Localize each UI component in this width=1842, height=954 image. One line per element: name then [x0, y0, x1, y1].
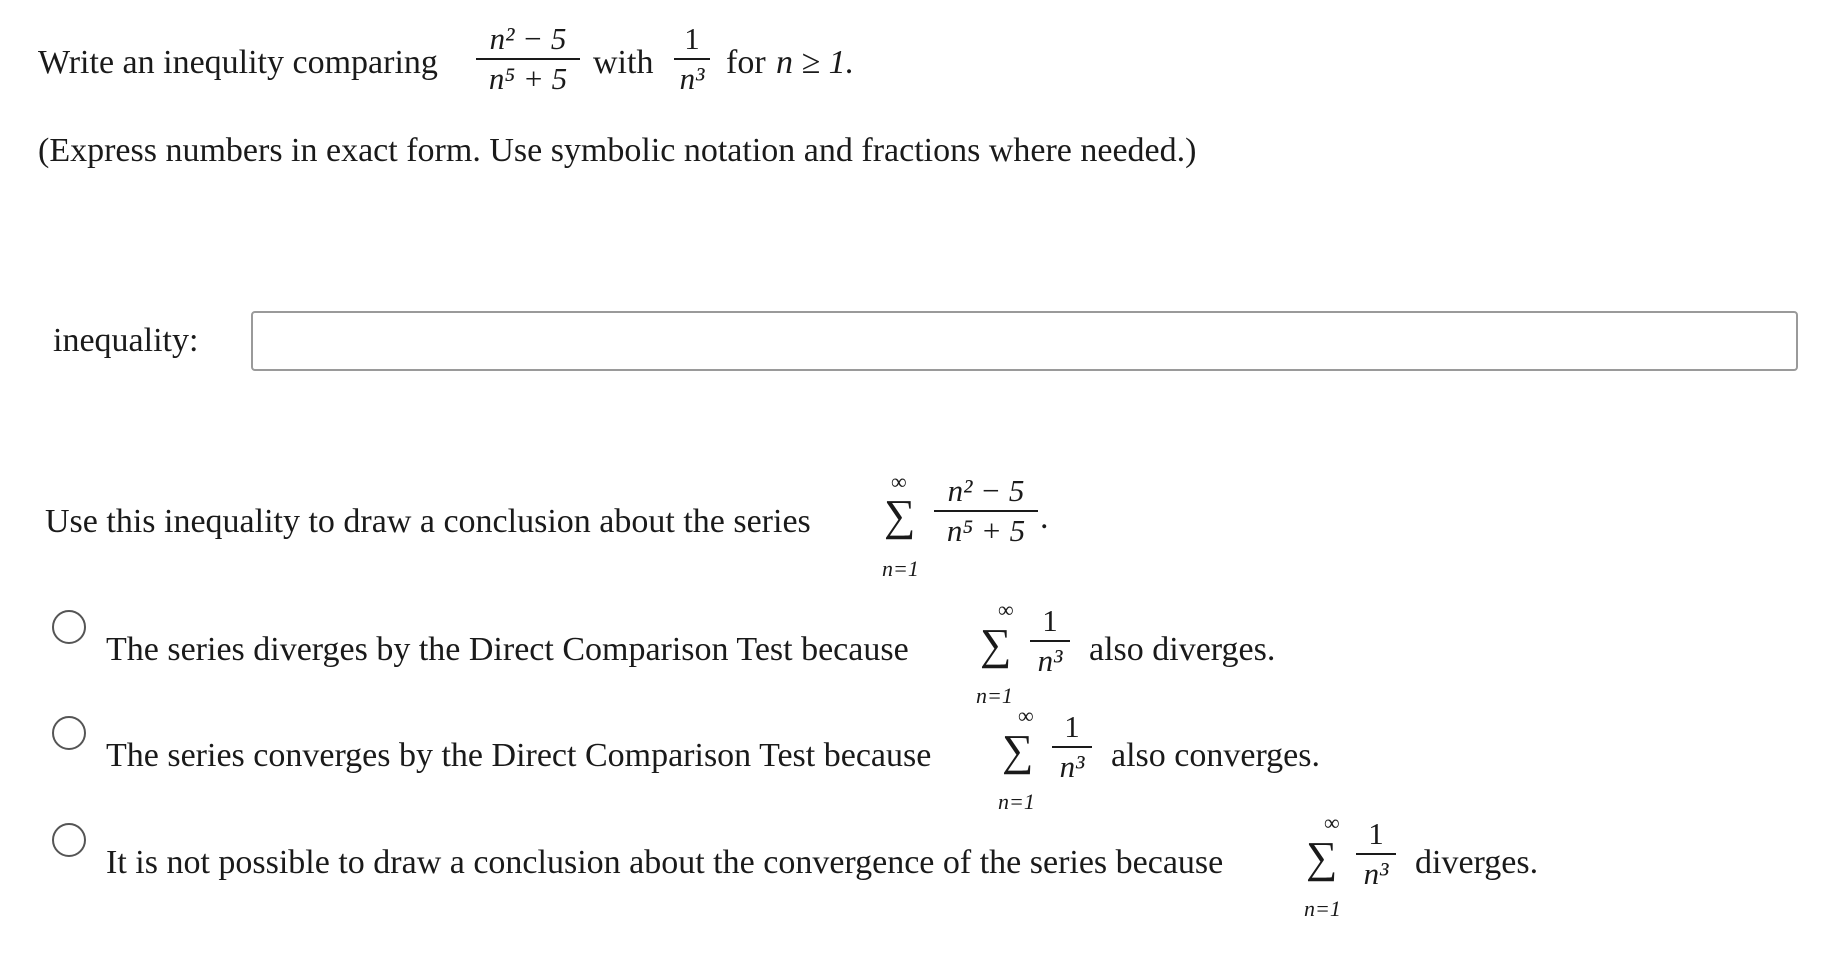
comparison-fraction [1356, 817, 1396, 891]
option-converges-text[interactable]: The series converges by the Direct Comparison Test because [106, 737, 932, 774]
fraction-numerator: n² − 5 [947, 473, 1025, 508]
sum-upper-limit: ∞ [891, 469, 907, 494]
option-inconclusive-radio[interactable] [52, 823, 86, 857]
inequality-label: inequality: [53, 322, 199, 359]
fraction-bar [1052, 746, 1092, 748]
sum-lower-limit: n=1 [1304, 896, 1341, 921]
fraction-bar [934, 510, 1038, 512]
for-text: for [726, 44, 766, 81]
fraction-denominator: n³ [1059, 749, 1085, 784]
question-intro: Write an inequlity comparing [38, 44, 438, 81]
fraction-numerator: 1 [1042, 603, 1058, 638]
sigma-icon: ∑ [884, 491, 916, 540]
fraction-denominator: n³ [1363, 856, 1389, 891]
option-diverges-suffix[interactable]: also diverges. [1089, 631, 1276, 668]
option-inconclusive-suffix[interactable]: diverges. [1415, 844, 1539, 881]
fraction-denominator: n³ [1037, 643, 1063, 678]
fraction-numerator: 1 [1368, 816, 1384, 851]
fraction-bar [674, 58, 710, 60]
fraction-bar [1030, 640, 1070, 642]
option-inconclusive-text[interactable]: It is not possible to draw a conclusion about the convergence of the series because [106, 844, 1224, 881]
fraction-denominator: n³ [679, 61, 705, 96]
option-diverges-radio[interactable] [52, 610, 86, 644]
fraction-bar [1356, 853, 1396, 855]
fraction-numerator: 1 [1064, 709, 1080, 744]
fraction-numerator: 1 [684, 21, 700, 56]
option-diverges-text[interactable]: The series diverges by the Direct Comparison Test because [106, 631, 909, 668]
condition-text: n ≥ 1. [776, 44, 855, 81]
option-converges-radio[interactable] [52, 716, 86, 750]
sum-lower-limit: n=1 [976, 683, 1013, 708]
series-period: . [1040, 499, 1049, 536]
with-text: with [593, 44, 654, 81]
instruction-text: (Express numbers in exact form. Use symbolic notation and fractions where needed.) [38, 132, 1197, 169]
fraction-one-over-n-cubed [674, 22, 710, 96]
sum-lower-limit: n=1 [998, 789, 1035, 814]
comparison-fraction [1052, 710, 1092, 784]
fraction-expression [476, 22, 580, 96]
sum-lower-limit: n=1 [882, 556, 919, 581]
series-fraction [934, 474, 1038, 548]
sum-upper-limit: ∞ [998, 597, 1014, 622]
fraction-denominator: n⁵ + 5 [946, 513, 1026, 548]
sigma-icon: ∑ [1002, 726, 1034, 775]
comparison-fraction [1030, 604, 1070, 678]
fraction-bar [476, 58, 580, 60]
sum-upper-limit: ∞ [1324, 810, 1340, 835]
sigma-icon: ∑ [980, 620, 1012, 669]
fraction-numerator: n² − 5 [489, 21, 567, 56]
inequality-input[interactable] [251, 311, 1798, 371]
sigma-icon: ∑ [1306, 833, 1338, 882]
conclusion-prompt: Use this inequality to draw a conclusion about the series [45, 503, 811, 540]
option-converges-suffix[interactable]: also converges. [1111, 737, 1320, 774]
fraction-denominator: n⁵ + 5 [488, 61, 568, 96]
sum-upper-limit: ∞ [1018, 703, 1034, 728]
